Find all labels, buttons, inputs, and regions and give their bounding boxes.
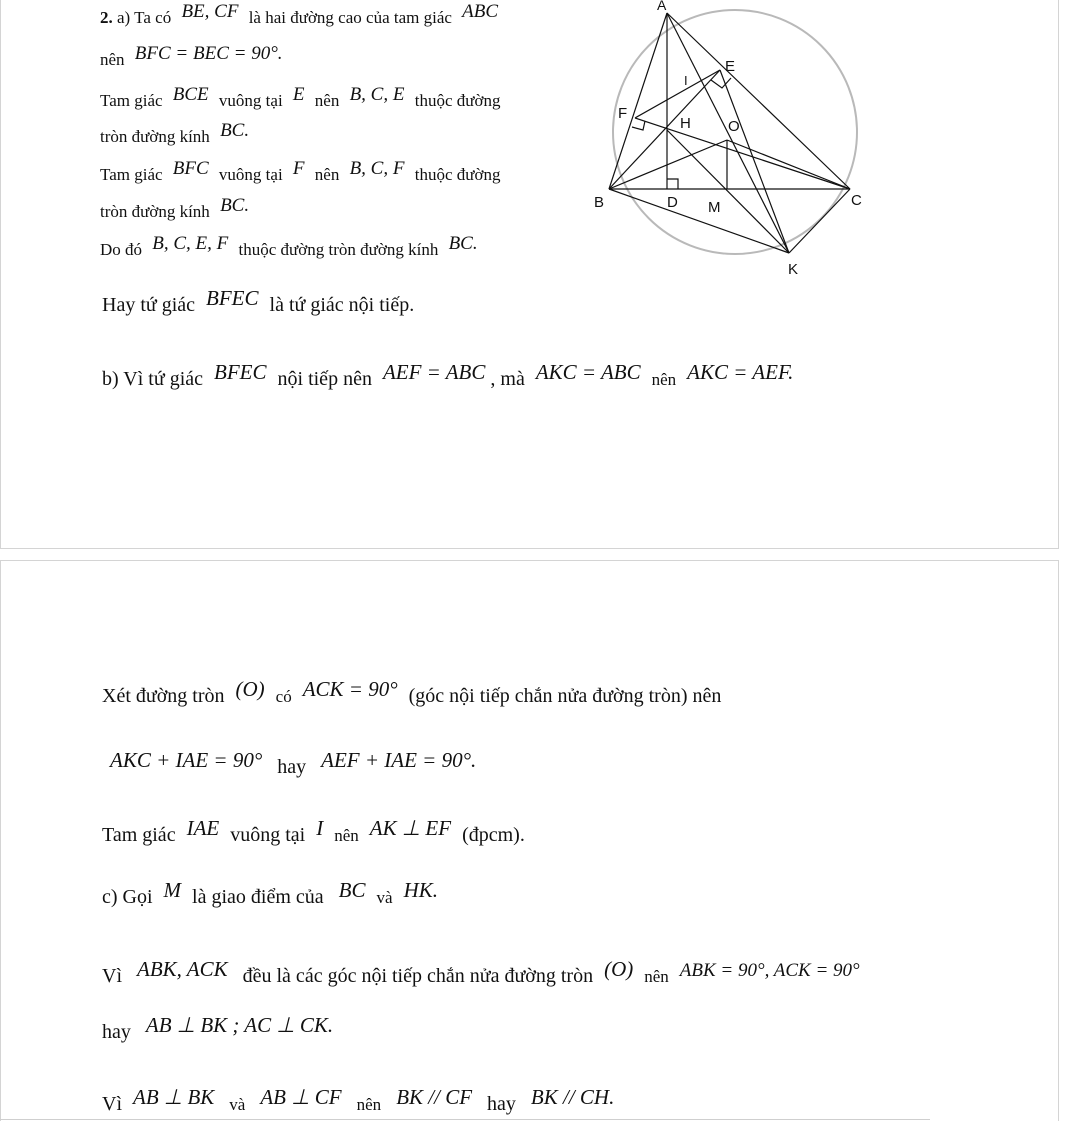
line-a5: Tam giác BFC vuông tại F nên B, C, F thuộc đường [100, 158, 501, 184]
label-m: M [708, 199, 721, 216]
segment-be [609, 70, 720, 189]
segment-ef [635, 70, 720, 118]
line-c2: Vì ABK, ACK đều là các góc nội tiếp chắn nửa đường tròn (O) nên ABK = 90°, ACK = 90° [102, 957, 860, 987]
problem-number: 2. [100, 8, 113, 27]
line-a7: Do đó B, C, E, F thuộc đường tròn đường kính BC. [100, 233, 478, 259]
right-angle-d [667, 179, 678, 189]
line-c3: hay AB ⊥ BK ; AC ⊥ CK. [102, 1013, 334, 1043]
right-angle-e [711, 78, 731, 88]
right-angle-f [632, 121, 645, 130]
geometry-figure [586, 0, 876, 285]
label-i: I [684, 73, 688, 88]
line-a8: Hay tứ giác BFEC là tứ giác nội tiếp. [102, 286, 415, 316]
line-c4: Vì AB ⊥ BK và AB ⊥ CF nên BK // CF hay BK // CH. [102, 1085, 615, 1115]
line-a2: nên BFC = BEC = 90°. [100, 43, 283, 69]
solution-panel-2 [0, 560, 1059, 1121]
line-c1: c) Gọi M là giao điểm của BC và HK. [102, 878, 438, 908]
label-a: A [657, 0, 667, 13]
line-a3: Tam giác BCE vuông tại E nên B, C, E thuộc đường [100, 84, 501, 110]
line-b4: Tam giác IAE vuông tại I nên AK ⊥ EF (đpcm). [102, 816, 525, 846]
line-b2: Xét đường tròn (O) có ACK = 90° (góc nội tiếp chắn nửa đường tròn) nên [102, 677, 722, 707]
label-d: D [667, 194, 678, 211]
label-c: C [851, 192, 862, 209]
line-a6: tròn đường kính BC. [100, 195, 250, 221]
label-b: B [594, 194, 605, 211]
label-e: E [725, 58, 736, 75]
label-k: K [788, 261, 799, 278]
segment-oc [727, 140, 850, 189]
label-h: H [680, 115, 691, 132]
label-f: F [618, 105, 628, 122]
segment-ac [667, 13, 850, 189]
line-b3: AKC + IAE = 90° hay AEF + IAE = 90°. [110, 748, 477, 778]
label-o: O [728, 118, 740, 135]
segment-ob [609, 140, 727, 189]
segment-ck [789, 189, 850, 253]
solution-panel-1 [0, 0, 1059, 549]
line-b1: b) Vì tứ giác BFEC nội tiếp nên AEF = ABC , mà AKC = ABC nên AKC = AEF. [102, 360, 794, 390]
line-a4: tròn đường kính BC. [100, 120, 250, 146]
bottom-rule [0, 1119, 930, 1120]
line-a1: 2. a) Ta có BE, CF là hai đường cao của tam giác ABC [100, 1, 499, 27]
